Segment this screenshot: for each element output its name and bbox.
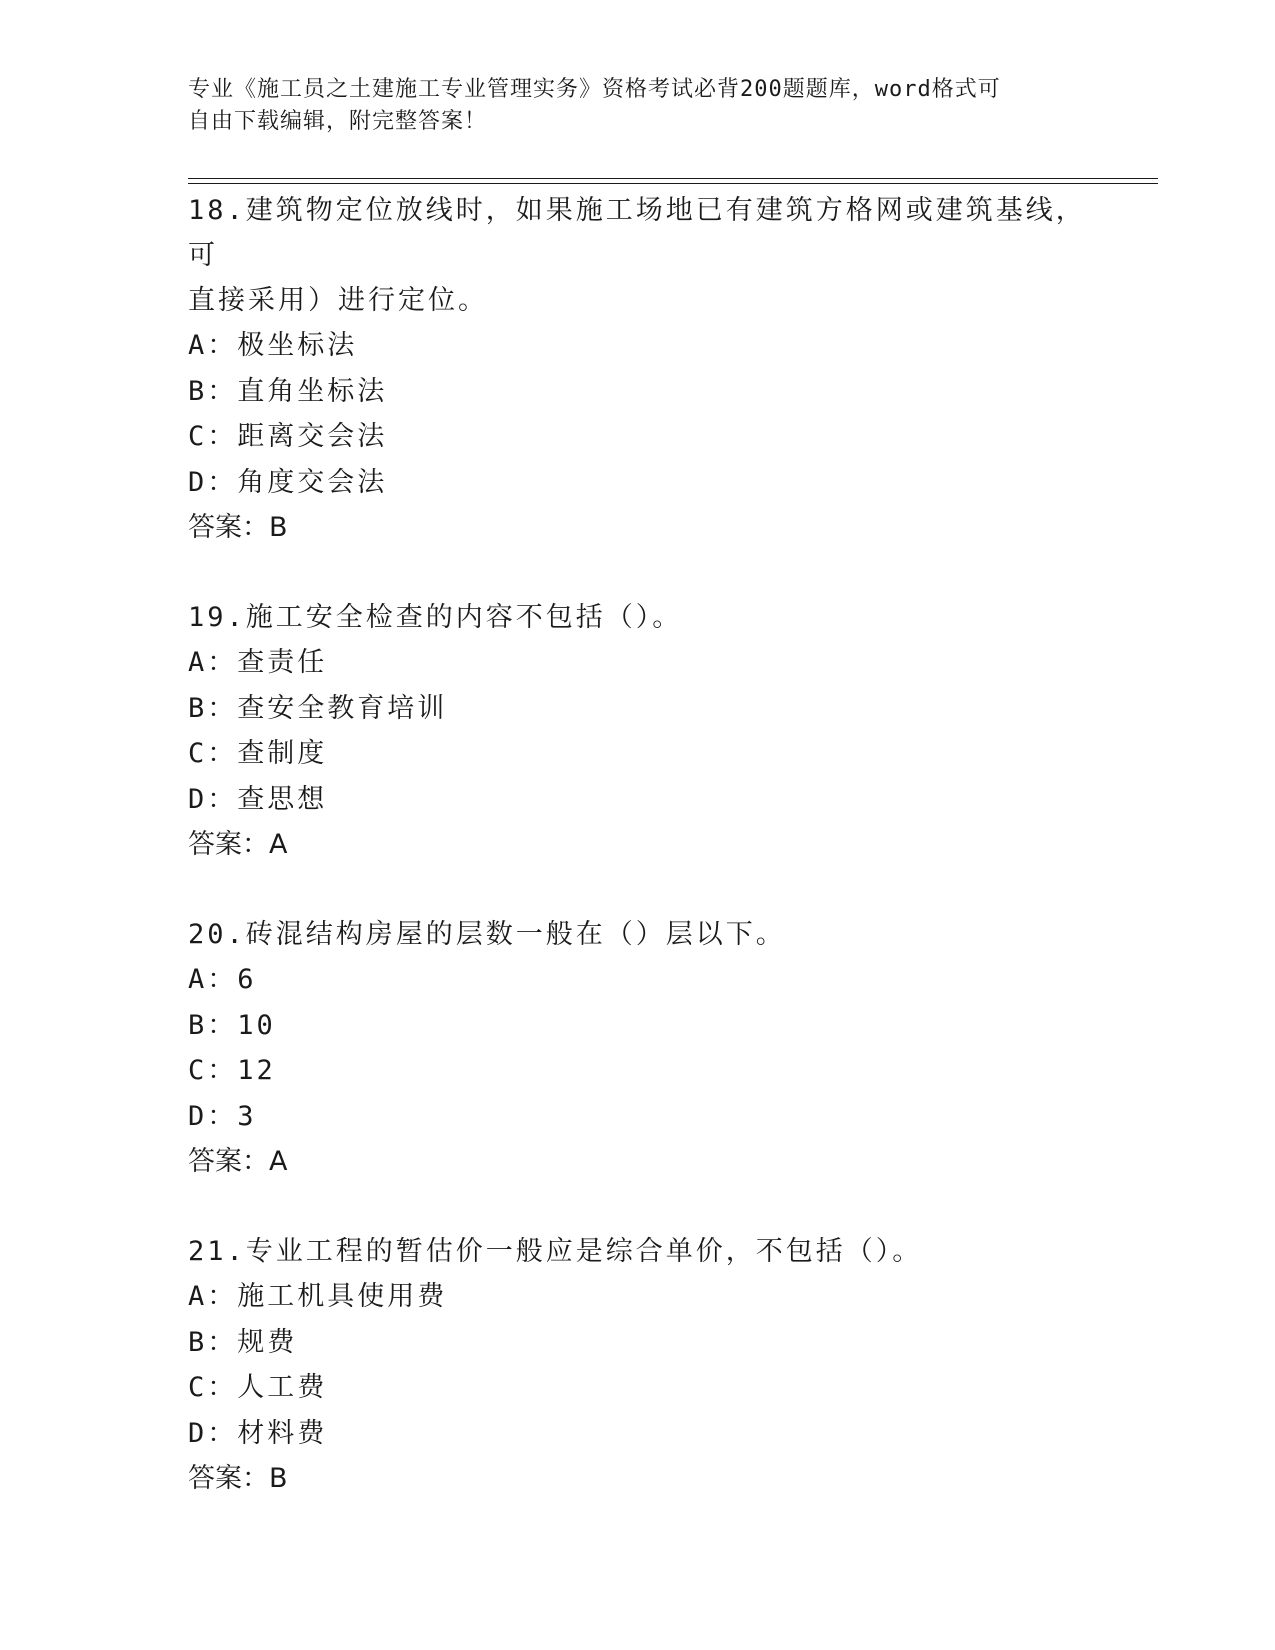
header-divider-thin — [188, 183, 1158, 184]
option-b: B：10 — [188, 1009, 276, 1041]
option-a: A：6 — [188, 964, 257, 995]
header-line-1: 专业《施工员之土建施工专业管理实务》资格考试必背200题题库，word格式可 — [188, 77, 1001, 102]
answer-line: 答案：B — [188, 512, 288, 543]
question-list — [188, 188, 1088, 1501]
question-stem: 21.专业工程的暂估价一般应是综合单价，不包括（）。 — [188, 1236, 923, 1267]
option-a: A：查责任 — [188, 647, 328, 678]
question-18 — [188, 188, 1088, 550]
question-stem-continued: 直接采用）进行定位。 — [188, 285, 488, 316]
question-20 — [188, 912, 1088, 1184]
answer-line: 答案：A — [188, 1146, 288, 1177]
option-a: A：极坐标法 — [188, 330, 358, 361]
option-d: D：角度交会法 — [188, 466, 388, 498]
spacer — [188, 550, 1088, 595]
document-header — [188, 74, 1068, 138]
option-c: C：12 — [188, 1055, 276, 1086]
option-b: B：直角坐标法 — [188, 375, 388, 407]
answer-line: 答案：B — [188, 1463, 288, 1494]
question-19 — [188, 595, 1088, 867]
spacer — [188, 1184, 1088, 1229]
option-d: D：查思想 — [188, 783, 328, 815]
header-line-2: 自由下载编辑，附完整答案！ — [188, 109, 488, 134]
header-divider-thick — [188, 178, 1158, 179]
answer-line: 答案：A — [188, 829, 288, 860]
option-c: C：查制度 — [188, 738, 328, 769]
question-stem: 19.施工安全检查的内容不包括（）。 — [188, 602, 683, 633]
option-c: C：人工费 — [188, 1372, 328, 1403]
option-d: D：3 — [188, 1100, 257, 1132]
option-a: A：施工机具使用费 — [188, 1281, 448, 1312]
option-b: B：规费 — [188, 1326, 298, 1358]
option-d: D：材料费 — [188, 1417, 328, 1449]
question-stem: 20.砖混结构房屋的层数一般在（）层以下。 — [188, 919, 786, 950]
question-stem: 18.建筑物定位放线时，如果施工场地已有建筑方格网或建筑基线，可 — [188, 195, 1086, 271]
option-c: C：距离交会法 — [188, 421, 388, 452]
spacer — [188, 867, 1088, 912]
option-b: B：查安全教育培训 — [188, 692, 448, 724]
question-21 — [188, 1229, 1088, 1501]
